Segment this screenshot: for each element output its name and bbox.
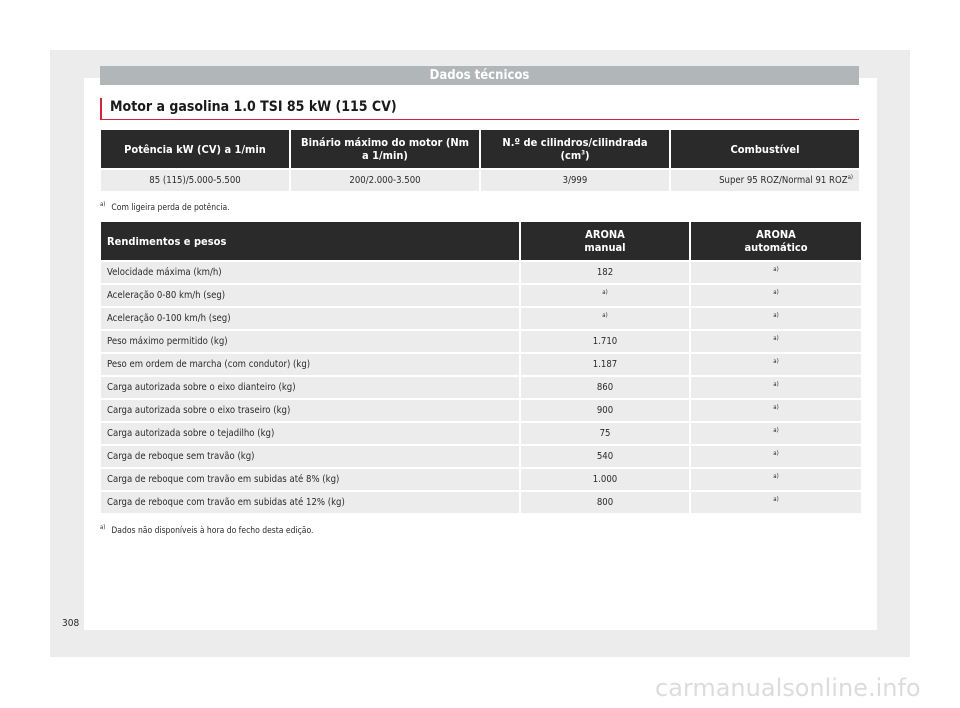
cell-fuel — [671, 170, 859, 193]
row-auto-value — [691, 377, 861, 400]
performance-footnote — [100, 524, 313, 536]
manual-footnote-mark: a) — [602, 288, 608, 296]
cell-torque: 200/2.000-3.500 — [291, 170, 479, 193]
row-label: Peso em ordem de marcha (com condutor) (kg) — [101, 354, 519, 377]
table-row — [101, 331, 861, 354]
performance-table-body — [101, 262, 861, 515]
auto-footnote-mark: a) — [773, 472, 779, 480]
header-arona-auto-line2: automático — [744, 241, 808, 254]
engine-footnote-mark: a) — [100, 201, 106, 208]
manual-value-text: 1.187 — [592, 359, 618, 370]
row-label: Carga autorizada sobre o eixo dianteiro (kg) — [101, 377, 519, 400]
row-manual-value — [521, 377, 689, 400]
auto-footnote-mark: a) — [773, 426, 779, 434]
manual-value-text: 540 — [596, 451, 614, 462]
cell-fuel-text: Super 95 ROZ/Normal 91 ROZ — [719, 175, 848, 186]
table-row — [101, 354, 861, 377]
manual-value-text: 900 — [596, 405, 614, 416]
header-arona-manual — [521, 222, 689, 262]
manual-value-text: 1.000 — [592, 474, 618, 485]
engine-title: Motor a gasolina 1.0 TSI 85 kW (115 CV) — [110, 99, 397, 115]
table-row — [101, 262, 861, 285]
manual-value-text: 182 — [596, 267, 614, 278]
row-auto-value — [691, 492, 861, 515]
manual-footnote-mark: a) — [602, 311, 608, 319]
table-row — [101, 423, 861, 446]
table-row — [101, 492, 861, 515]
engine-specs-table — [99, 130, 861, 193]
row-auto-value — [691, 400, 861, 423]
manual-value-text: 1.710 — [592, 336, 618, 347]
row-label: Carga de reboque com travão em subidas até 8% (kg) — [101, 469, 519, 492]
performance-header-row — [101, 222, 861, 262]
row-label: Carga de reboque com travão em subidas até 12% (kg) — [101, 492, 519, 515]
row-auto-value — [691, 262, 861, 285]
header-performance: Rendimentos e pesos — [101, 222, 519, 262]
performance-footnote-mark: a) — [100, 524, 106, 531]
section-header: Dados técnicos — [100, 66, 859, 85]
engine-footnote-text: Com ligeira perda de potência. — [111, 202, 230, 213]
table-row — [101, 285, 861, 308]
auto-footnote-mark: a) — [773, 380, 779, 388]
row-auto-value — [691, 354, 861, 377]
row-label: Velocidade máxima (km/h) — [101, 262, 519, 285]
row-manual-value — [521, 308, 689, 331]
table-row — [101, 400, 861, 423]
auto-footnote-mark: a) — [773, 403, 779, 411]
performance-footnote-text: Dados não disponíveis à hora do fecho desta edição. — [111, 525, 314, 536]
table-row — [101, 446, 861, 469]
header-cylinders — [481, 130, 669, 170]
row-manual-value — [521, 262, 689, 285]
row-auto-value — [691, 331, 861, 354]
performance-table — [99, 222, 863, 515]
table-row — [101, 170, 859, 193]
row-manual-value — [521, 400, 689, 423]
row-label: Carga autorizada sobre o eixo traseiro (kg) — [101, 400, 519, 423]
cell-power: 85 (115)/5.000-5.500 — [101, 170, 289, 193]
row-manual-value — [521, 354, 689, 377]
row-label: Aceleração 0-100 km/h (seg) — [101, 308, 519, 331]
header-cylinders-suffix: ) — [584, 149, 590, 162]
table-row — [101, 377, 861, 400]
row-label: Carga autorizada sobre o tejadilho (kg) — [101, 423, 519, 446]
row-manual-value — [521, 469, 689, 492]
cell-cylinders: 3/999 — [481, 170, 669, 193]
table-row — [101, 308, 861, 331]
header-fuel: Combustível — [671, 130, 859, 170]
header-torque: Binário máximo do motor (Nm a 1/min) — [291, 130, 479, 170]
engine-table-header-row — [101, 130, 859, 170]
header-arona-auto-line1: ARONA — [756, 228, 796, 241]
header-arona-auto — [691, 222, 861, 262]
row-manual-value — [521, 285, 689, 308]
auto-footnote-mark: a) — [773, 449, 779, 457]
header-cylinders-text: N.º de cilindros/cilindrada (cm — [502, 136, 648, 162]
row-manual-value — [521, 446, 689, 469]
row-manual-value — [521, 331, 689, 354]
header-cylinders-sup: 3 — [581, 149, 585, 157]
auto-footnote-mark: a) — [773, 357, 779, 365]
row-auto-value — [691, 285, 861, 308]
row-label: Carga de reboque sem travão (kg) — [101, 446, 519, 469]
auto-footnote-mark: a) — [773, 495, 779, 503]
auto-footnote-mark: a) — [773, 334, 779, 342]
row-label: Peso máximo permitido (kg) — [101, 331, 519, 354]
row-auto-value — [691, 308, 861, 331]
row-manual-value — [521, 423, 689, 446]
manual-value-text: 75 — [599, 428, 611, 439]
header-power: Potência kW (CV) a 1/min — [101, 130, 289, 170]
auto-footnote-mark: a) — [773, 288, 779, 296]
auto-footnote-mark: a) — [773, 311, 779, 319]
header-arona-manual-line1: ARONA — [585, 228, 625, 241]
row-auto-value — [691, 469, 861, 492]
row-auto-value — [691, 446, 861, 469]
table-row — [101, 469, 861, 492]
row-auto-value — [691, 423, 861, 446]
engine-title-box — [100, 98, 859, 120]
manual-value-text: 800 — [596, 497, 614, 508]
row-label: Aceleração 0-80 km/h (seg) — [101, 285, 519, 308]
auto-footnote-mark: a) — [773, 265, 779, 273]
row-manual-value — [521, 492, 689, 515]
watermark-text: carmanualsonline.info — [655, 674, 921, 702]
header-arona-manual-line2: manual — [584, 241, 626, 254]
engine-footnote — [100, 201, 230, 213]
page-number: 308 — [62, 618, 80, 629]
fuel-footnote-mark: a) — [847, 173, 853, 181]
manual-value-text: 860 — [596, 382, 614, 393]
